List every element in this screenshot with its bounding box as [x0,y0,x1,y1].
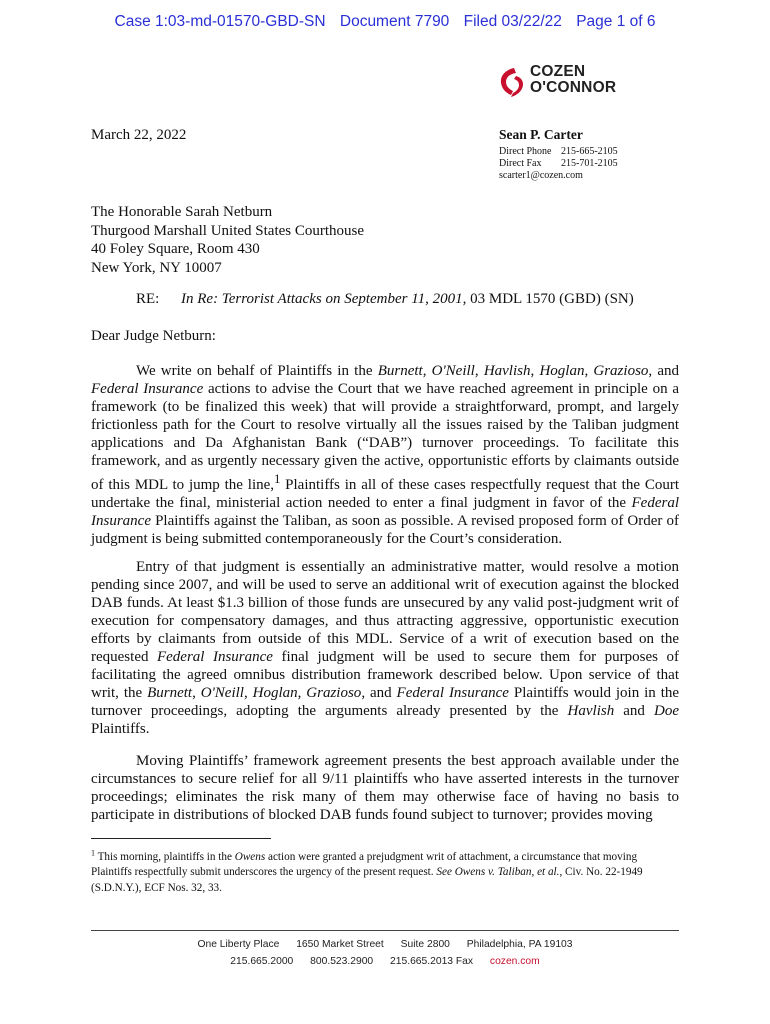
footer-fax: 215.665.2013 Fax [390,956,474,967]
document-number: Document 7790 [339,13,450,30]
footer-address-suite: Suite 2800 [400,939,450,950]
text-run: , and [648,363,680,379]
italic-text: Federal Insurance [396,685,509,701]
salutation: Dear Judge Netburn: [91,328,216,344]
text-run: action were granted a prejudgment writ of attachment, a circumstance that moving Plaintiffs respectfully submit underscores the urgency of the present request. [91,850,638,879]
recipient-address [91,203,364,277]
text-run: , [297,685,307,701]
italic-text: Doe [653,703,679,719]
text-run: Entry of that judgment is essentially an administrative matter, would resolve a motion pending since 2007, and will be used to serve an additional writ of execution against the blocked DAB funds. At least $1.3 billion of those funds are unsecured by any valid post-judgment writ of execution for compensatory damages, and thus attracting aggressive, opportunistic execution efforts by claimants from outside of this MDL. Service of a writ of execution based on the requested [91,559,679,665]
text-run: actions to advise the Court that we have reached agreement in principle on a framework (to be finalized this week) that will provide a straightforward, prompt, and largely frictionless path for the Court to resolve virtually all the issues raised by the Taliban judgment applications and Da Afghanistan Bank (“DAB”) turnover proceedings. To facilitate this framework, and as urgently necessary given the active, opportunistic efforts by claimants outside of this MDL to jump the line, [91,381,680,493]
body-paragraph-2 [91,558,679,738]
body-paragraph-3 [91,752,679,824]
text-run: This morning, plaintiffs in the [95,850,235,863]
text-run: and [614,703,654,719]
text-run: , [422,363,432,379]
text-run: Moving Plaintiffs’ framework agreement presents the best approach available under the circumstances to secure relief for all 9/11 plaintiffs who have asserted interests in the turnover proceedings; eliminates the risk many of them may otherwise face of having no basis to participate in distributions of blocked DAB funds found subject to turnover; provides moving [91,753,679,823]
body-paragraph-1 [91,362,679,548]
footnote-marker: 1 [91,848,95,857]
text-run: , [584,363,594,379]
address-line: Thurgood Marshall United States Courthouse [91,222,365,239]
letter-date: March 22, 2022 [91,127,187,143]
footnote-marker: 1 [274,472,281,486]
italic-text: Owens [234,850,266,863]
italic-text: Grazioso [593,363,649,379]
fax-label: Direct Fax [499,158,542,169]
fax-number: 215-701-2105 [561,158,618,169]
sender-email: scarter1@cozen.com [499,170,583,181]
logo-mark-icon [498,65,528,99]
footer-divider [91,930,679,931]
italic-text: Hoglan [252,685,298,701]
italic-text: Burnett [377,363,423,379]
logo-line-2: O'CONNOR [530,79,617,96]
re-case-title: In Re: Terrorist Attacks on September 11, 2001, [181,291,467,307]
sender-name: Sean P. Carter [499,127,583,142]
italic-text: Federal Insurance [91,381,204,397]
re-label: RE: [136,291,160,307]
footer-address-city: Philadelphia, PA 19103 [466,939,573,950]
text-run: Plaintiffs would join in the turnover proceedings, adopting the arguments already presented by the [91,685,680,719]
text-run: , [192,685,201,701]
phone-label: Direct Phone [499,146,552,157]
footer-address-street: 1650 Market Street [296,939,384,950]
text-run: , Civ. No. 22-1949 (S.D.N.Y.), ECF Nos. 32, 33. [91,866,643,894]
italic-text: Burnett [147,685,193,701]
filed-date: Filed 03/22/22 [463,13,562,30]
italic-text: Federal Insurance [91,495,679,529]
italic-text: See Owens v. Taliban, et al. [436,866,560,879]
text-run: We write on behalf of Plaintiffs in the [136,363,378,379]
address-line: New York, NY 10007 [91,259,222,276]
italic-text: Federal Insurance [156,649,273,665]
italic-text: Havlish [483,363,531,379]
address-line: 40 Foley Square, Room 430 [91,241,260,257]
footer-address-street: One Liberty Place [197,939,280,950]
text-run: , [530,363,540,379]
footnote-divider [91,838,271,839]
filing-stamp [0,13,770,31]
italic-text: Grazioso [306,685,362,701]
italic-text: Hoglan [539,363,585,379]
text-run: final judgment will be used to secure them for purposes of facilitating the agreed omnibus distribution framework described below. Upon service of that writ, the [91,649,679,701]
page-indicator: Page 1 of 6 [576,13,656,30]
text-run: Plaintiffs. [91,721,150,737]
text-run: Plaintiffs against the Taliban, as soon as possible. A revised proposed form of Order of judgment is being submitted contemporaneously for the Court’s consideration. [91,513,679,547]
logo-line-1: COZEN [530,63,586,80]
italic-text: O'Neill [431,363,475,379]
footer-phone: 800.523.2900 [310,956,374,967]
text-run: Plaintiffs in all of these cases respectfully request that the Court undertake the final, ministerial action needed to enter a final judgment in favor of the [91,477,679,511]
phone-number: 215-665-2105 [561,146,618,157]
letterhead-footer [91,936,679,970]
footer-phone: 215.665.2000 [230,956,294,967]
address-line: The Honorable Sarah Netburn [91,204,273,220]
cozen-oconnor-logo [498,64,638,100]
footer-website-link[interactable]: cozen.com [489,956,540,967]
italic-text: O'Neill [200,685,244,701]
text-run: , and [361,685,397,701]
case-number: Case 1:03-md-01570-GBD-SN [114,13,326,30]
re-case-number: 03 MDL 1570 (GBD) (SN) [466,291,634,307]
text-run: , [474,363,484,379]
footnote [91,845,679,896]
text-run: , [243,685,253,701]
sender-block [499,127,618,182]
italic-text: Havlish [567,703,615,719]
